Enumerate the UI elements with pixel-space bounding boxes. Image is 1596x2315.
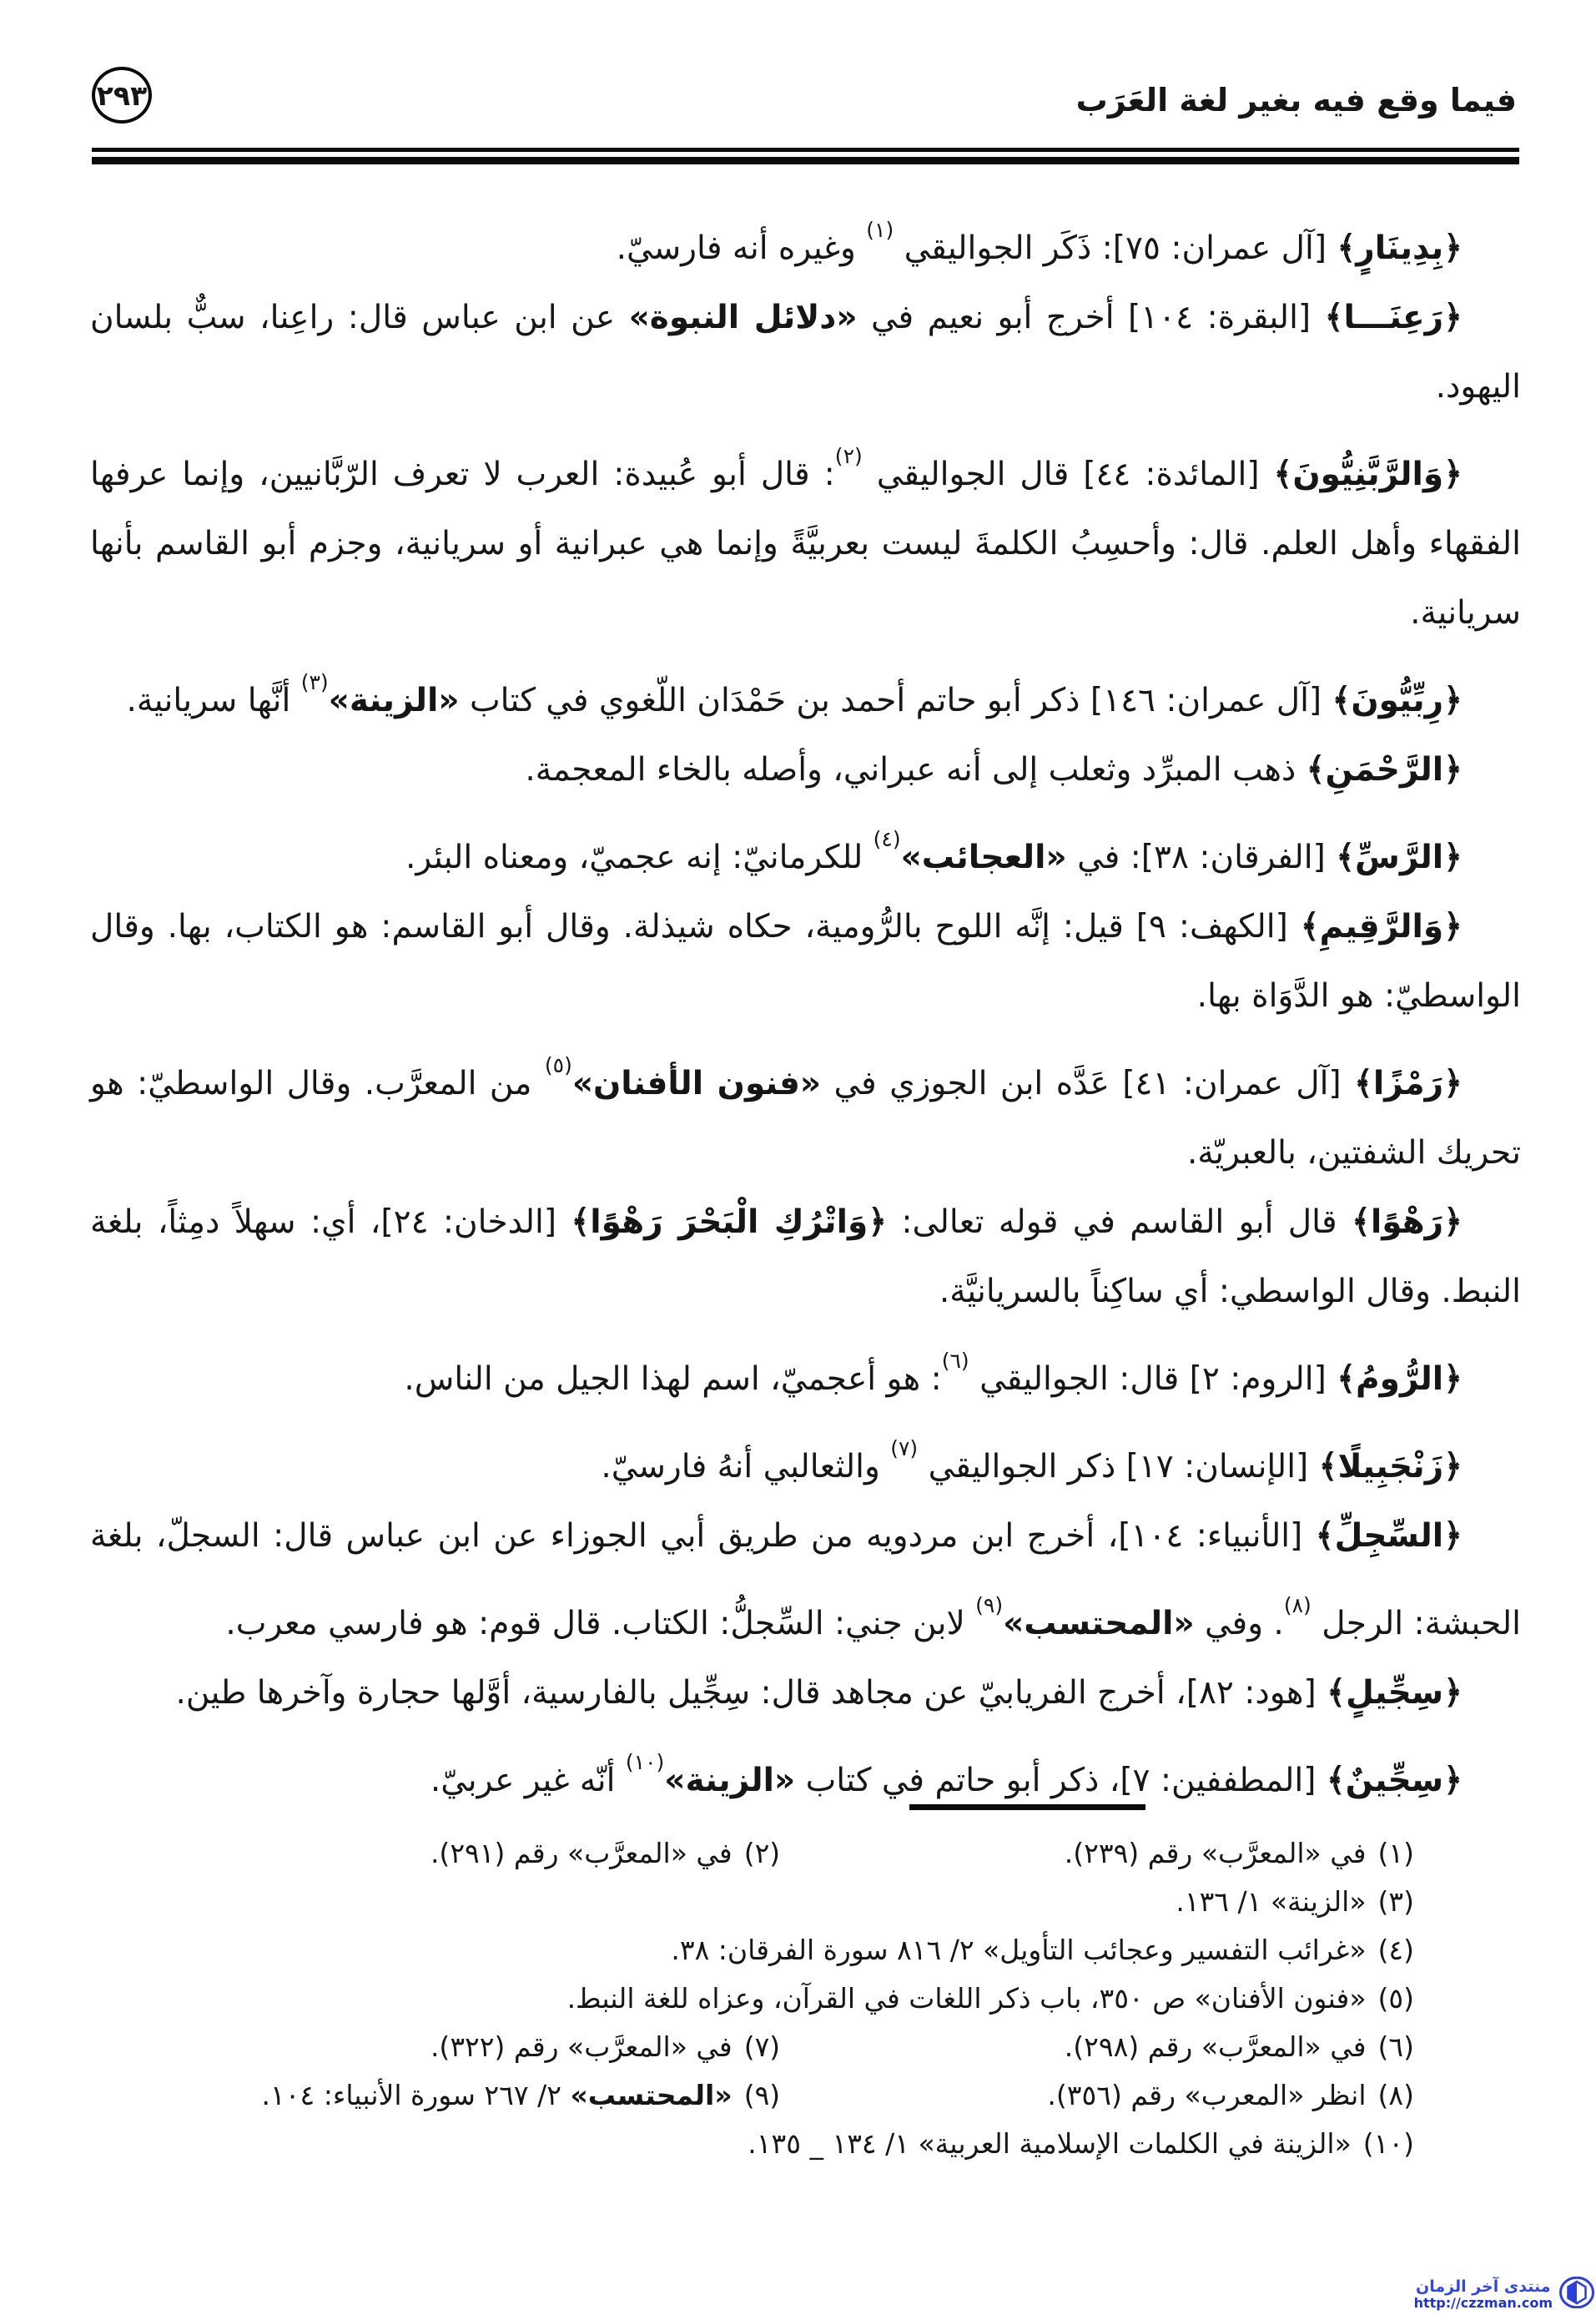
body-paragraph <box>90 1727 1521 1815</box>
text-run: في «المعرَّب» رقم (٢٣٩). <box>1064 1837 1367 1869</box>
footnote-row <box>93 2071 1414 2120</box>
body-paragraph <box>90 1326 1521 1414</box>
quran-word: ﴿بِدِينَارٍ﴾ <box>1337 229 1463 267</box>
text-run: «الزينة في الكلمات الإسلامية العربية» ١/ ١٣٤ _ ١٣٥. <box>748 2127 1352 2160</box>
footnotes-section <box>93 1829 1414 2168</box>
watermark-logo-icon <box>1559 2277 1594 2312</box>
body-paragraph <box>90 1414 1521 1501</box>
text-run: [آل عمران: ١٤٦] ذكر أبو حاتم أحمد بن حَمْدَان اللّغوي في كتاب <box>459 682 1332 719</box>
text-run: «فنون الأفنان» ص ٣٥٠، باب ذكر اللغات في القرآن، وعزاه للغة النبط. <box>566 1982 1367 2015</box>
book-title: «المحتسب» <box>1003 1605 1195 1642</box>
quran-word: ﴿الرَّحْمَنِ﴾ <box>1306 751 1463 789</box>
text-run: [المطففين: ٧]، ذكر أبو حاتم في كتاب <box>795 1762 1327 1799</box>
text-run: «غرائب التفسير وعجائب التأويل» ٢/ ٨١٦ سورة الفرقان: ٣٨. <box>671 1934 1367 1966</box>
footnote-number: (١) <box>1377 1837 1414 1869</box>
text-run: : قال أبو عُبيدة: العرب لا تعرف الرّبَّانيين، وإنما عرفها الفقهاء وأهل العلم. قال: وأحسِبُ الكلمةَ ليست بعربيَّةً وإنما هي عبرانية أو سريانية، وجزم أبو القاسم بأنها سريانية. <box>90 456 1521 632</box>
footnote-ref-marker: (٩) <box>975 1593 1004 1617</box>
body-paragraph <box>90 1031 1521 1188</box>
quran-word: ﴿الرَّسِّ﴾ <box>1336 839 1463 876</box>
footnote-entry <box>93 1926 1414 1975</box>
watermark-text <box>1414 2278 1553 2311</box>
text-run: . وفي <box>1194 1605 1284 1642</box>
footnote-row <box>93 1878 1414 1926</box>
text-run: [آل عمران: ٧٥]: ذَكَر الجواليقي <box>894 229 1337 267</box>
footnote-row <box>93 1975 1414 2023</box>
footnote-ref-marker: (١٠) <box>625 1750 665 1774</box>
text-run: [الدخان: ٢٤]، أي: سهلاً دمِثاً، بلغة النبط. وقال الواسطي: أي ساكِناً بالسريانيَّة. <box>90 1203 1521 1310</box>
quran-word: ﴿زَنْجَبِيلًا﴾ <box>1318 1448 1463 1485</box>
footnote-ref-marker: (٢) <box>834 444 863 468</box>
body-paragraph <box>90 421 1521 648</box>
watermark-url: http://czzman.com <box>1413 2294 1553 2311</box>
text-run: لابن جني: السِّجلُّ: الكتاب. قال قوم: هو فارسي معرب. <box>225 1605 976 1642</box>
footnote-entry <box>780 1829 1414 1878</box>
quran-word: ﴿وَالرَّبَّنِيُّونَ﴾ <box>1273 456 1463 493</box>
text-run: في «المعرَّب» رقم (٢٩١). <box>430 1837 733 1869</box>
footnote-number: (٤) <box>1377 1934 1414 1966</box>
footnote-row <box>93 2023 1414 2071</box>
book-title: «المحتسب» <box>570 2079 733 2111</box>
page-number-badge <box>92 67 152 124</box>
book-title: «الزينة» <box>664 1762 796 1799</box>
footnote-ref-marker: (٦) <box>941 1349 969 1373</box>
text-run: ذهب المبرِّد وثعلب إلى أنه عبراني، وأصله بالخاء المعجمة. <box>525 751 1307 789</box>
text-run: وغيره أنه فارسيّ. <box>616 229 867 267</box>
chapter-header-title: فيما وقع فيه بغير لغة العَرَب <box>1075 82 1517 119</box>
footnote-number: (١٠) <box>1362 2127 1414 2160</box>
quran-word: ﴿وَاتْرُكِ الْبَحْرَ رَهْوًا﴾ <box>571 1203 888 1241</box>
body-paragraph <box>90 1188 1521 1326</box>
text-run: [هود: ٨٢]، أخرج الفريابيّ عن مجاهد قال: سِجِّيل بالفارسية، أوَّلها حجارة وآخرها طين. <box>175 1674 1327 1712</box>
body-paragraph <box>90 804 1521 892</box>
footnote-entry <box>93 2120 1414 2168</box>
body-paragraph <box>90 195 1521 283</box>
footnote-ref-marker: (٣) <box>300 670 329 694</box>
footnote-entry <box>780 2023 1414 2071</box>
text-run: في «المعرَّب» رقم (٢٩٨). <box>1064 2030 1367 2063</box>
body-paragraph <box>90 648 1521 735</box>
watermark <box>1414 2277 1594 2312</box>
header-double-rule <box>92 148 1519 164</box>
quran-word: ﴿الرُّومُ﴾ <box>1337 1360 1463 1398</box>
body-paragraph <box>90 735 1521 804</box>
book-title: «العجائب» <box>900 839 1067 876</box>
text-run: [الإنسان: ١٧] ذكر الجواليقي <box>918 1448 1319 1485</box>
text-run: [البقرة: ١٠٤] أخرج أبو نعيم في <box>857 299 1325 336</box>
footnote-entry <box>93 1878 1414 1926</box>
body-paragraph <box>90 1501 1521 1658</box>
footnote-row <box>93 2120 1414 2168</box>
text-run: [المائدة: ٤٤] قال الجواليقي <box>862 456 1274 493</box>
footnote-entry <box>93 1829 780 1878</box>
footnote-ref-marker: (٤) <box>873 827 901 851</box>
footnote-entry <box>93 1975 1414 2023</box>
quran-word: ﴿رَعِنَـــا﴾ <box>1324 299 1463 336</box>
text-run: أنَّها سريانية. <box>126 682 301 719</box>
body-paragraph <box>90 283 1521 421</box>
footnote-ref-marker: (٧) <box>890 1436 919 1460</box>
quran-word: ﴿السِّجِلِّ﴾ <box>1315 1517 1463 1555</box>
quran-word: ﴿رَمْزًا﴾ <box>1354 1065 1463 1102</box>
footnote-row <box>93 1829 1414 1878</box>
quran-word: ﴿رِبِّيُّونَ﴾ <box>1332 682 1463 719</box>
quran-word: ﴿وَالرَّقِيمِ﴾ <box>1300 908 1463 946</box>
body-paragraph <box>90 1658 1521 1727</box>
footnote-entry <box>780 2071 1414 2120</box>
text-run: والثعالبي أنهُ فارسيّ. <box>601 1448 891 1485</box>
text-run: من المعرَّب. وقال الواسطيّ: هو تحريك الشفتين، بالعبريّة. <box>90 1065 1521 1172</box>
body-paragraph <box>90 892 1521 1031</box>
text-run: [الأنبياء: ١٠٤]، أخرج ابن مردويه من طريق أبي الجوزاء عن ابن عباس قال: السجلّ، بلغة الحبشة: الرجل <box>90 1517 1521 1642</box>
footnote-row <box>93 1926 1414 1975</box>
text-run: [الفرقان: ٣٨]: في <box>1066 839 1337 876</box>
book-title: «دلائل النبوة» <box>628 299 858 336</box>
text-run: انظر «المعرب» رقم (٣٥٦). <box>1047 2079 1367 2111</box>
text-run: [آل عمران: ٤١] عَدَّه ابن الجوزي في <box>821 1065 1355 1102</box>
footnote-ref-marker: (٨) <box>1283 1593 1312 1617</box>
book-title: «الزينة» <box>328 682 460 719</box>
footnote-entry <box>93 2071 780 2120</box>
text-run: ٢/ ٢٦٧ سورة الأنبياء: ١٠٤. <box>261 2079 571 2111</box>
footnote-number: (٩) <box>743 2079 781 2111</box>
text-run: : هو أعجميّ، اسم لهذا الجيل من الناس. <box>404 1360 942 1398</box>
footnote-number: (٨) <box>1377 2079 1414 2111</box>
watermark-title: منتدى آخر الزمان <box>1416 2277 1551 2296</box>
text-run: «الزينة» ١/ ١٣٦. <box>1176 1885 1367 1918</box>
footnote-separator <box>909 1804 1145 1810</box>
footnote-number: (٥) <box>1377 1982 1414 2015</box>
footnote-ref-marker: (١) <box>866 218 894 242</box>
page-number: ٢٩٣ <box>96 78 148 112</box>
quran-word: ﴿سِجِّينٌ﴾ <box>1326 1762 1463 1799</box>
text-run: [الكهف: ٩] قيل: إنَّه اللوح بالرُّومية، حكاه شيذلة. وقال أبو القاسم: هو الكتاب، بها. وقال الواسطيّ: هو الدَّوَاة بها. <box>90 908 1521 1015</box>
text-run: عن ابن عباس قال: راعِنا، سبٌّ بلسان اليهود. <box>90 299 1521 406</box>
body-text <box>90 195 1521 1815</box>
footnote-number: (٣) <box>1377 1885 1414 1918</box>
text-run: [الروم: ٢] قال: الجواليقي <box>969 1360 1337 1398</box>
text-run: للكرمانيّ: إنه عجميّ، ومعناه البئر. <box>405 839 874 876</box>
footnote-number: (٦) <box>1377 2030 1414 2063</box>
book-title: «فنون الأفنان» <box>571 1065 822 1102</box>
footnote-ref-marker: (٥) <box>544 1053 572 1077</box>
text-run: أنّه غير عربيّ. <box>430 1762 626 1799</box>
footnote-number: (٢) <box>743 1837 781 1869</box>
quran-word: ﴿سِجِّيلٍ﴾ <box>1327 1674 1463 1712</box>
text-run: قال أبو القاسم في قوله تعالى: <box>887 1203 1352 1241</box>
text-run: في «المعرَّب» رقم (٣٢٢). <box>430 2030 733 2063</box>
footnote-number: (٧) <box>743 2030 781 2063</box>
footnote-entry <box>93 2023 780 2071</box>
quran-word: ﴿رَهْوًا﴾ <box>1351 1203 1463 1241</box>
